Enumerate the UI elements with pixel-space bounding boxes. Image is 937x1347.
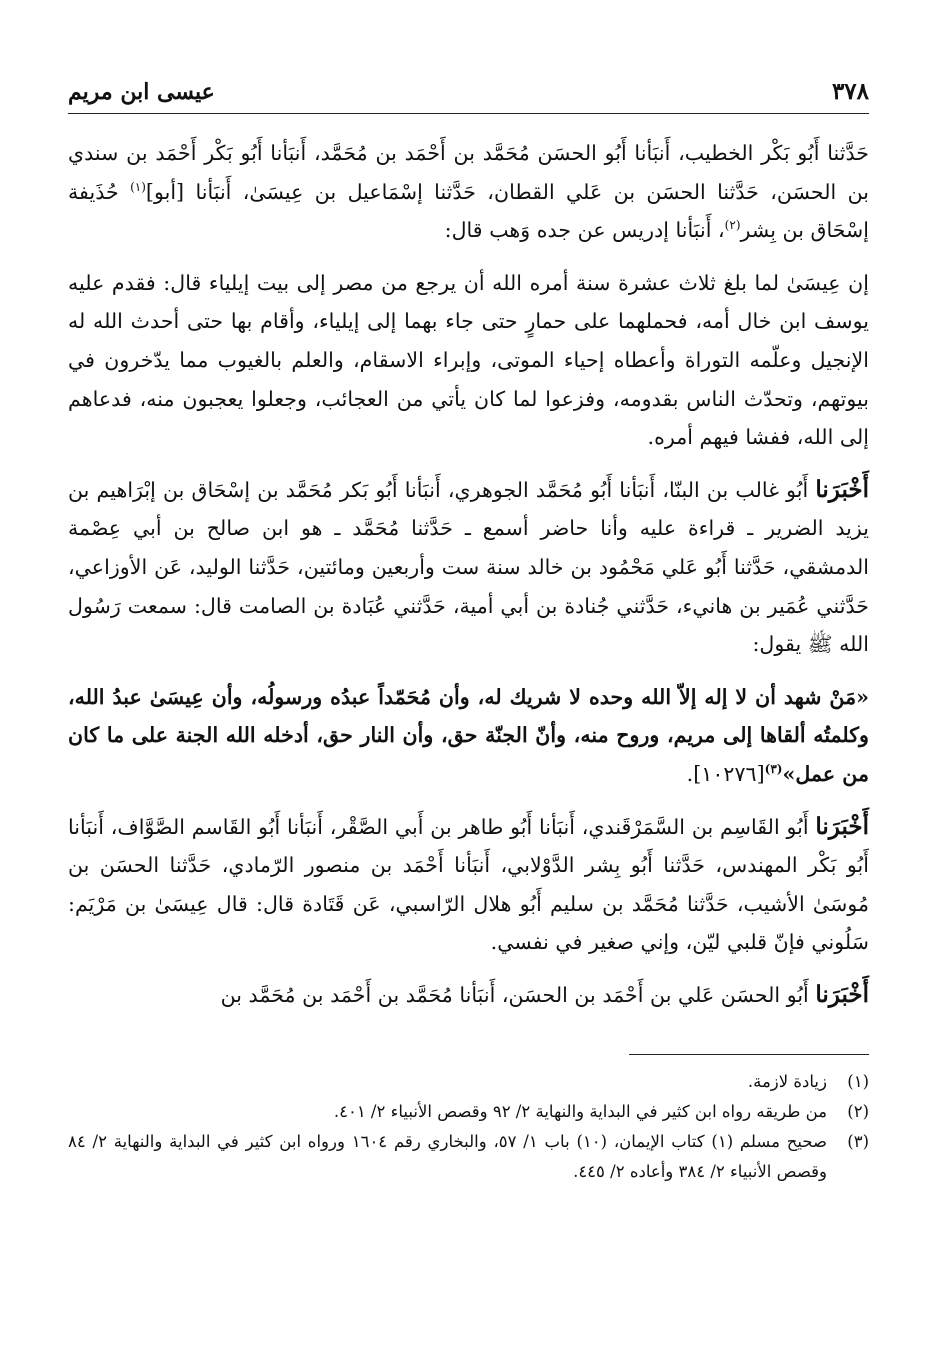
paragraph-text: أَبُو الحسَن عَلي بن أَحْمَد بن الحسَن، أَنبَأنا مُحَمَّد بن أَحْمَد بن مُحَمَّد بن <box>220 982 816 1007</box>
page-number: ٣٧٨ <box>831 78 869 105</box>
footnote-number: (١) <box>847 1072 869 1092</box>
isnad-paragraph-3 <box>68 808 869 962</box>
isnad-paragraph-1 <box>68 134 869 250</box>
footnote-ref-2[interactable]: (٢) <box>724 218 741 233</box>
paragraph-text: ، أَنبَأنا إدريس عن جده وَهب قال: <box>444 218 725 243</box>
paragraph-text: إن عِيسَىٰ لما بلغ ثلاث عشرة سنة أمره الله أن يرجع من مصر إلى بيت إيلياء قال: فقدم عليه يوسف ابن خال أمه، فحملهما على حمارٍ حتى جاء بهما إلى إيلياء، وأقام بها حتى أحدث الله له الإنجيل وعلّمه التوراة وأعطاه إحياء الموتى، وإبراء الاسقام، والعلم بالغيوب مما يدّخرون في بيوتهم، وتحدّث الناس بقدومه، وفزعوا لما كان يأتي من العجائب، وجعلوا يعجبون منه، فدعاهم إلى الله، ففشا فيهم أمره. <box>68 270 869 450</box>
paragraph-text: «مَنْ شهد أن لا إله إلاّ الله وحده لا شريك له، وأن مُحَمّداً عبدُه ورسولُه، وأن عِيسَىٰ عبدُ الله، وكلمتُه ألقاها إلى مريم، وروح منه، وأنّ الجنّة حق، وأن النار حق، أدخله الله الجنة على ما كان من عمل» <box>68 684 869 786</box>
paragraph-text: أَبُو غالب بن البنّا، أَنبَأنا أَبُو مُحَمَّد الجوهري، أَنبَأنا أَبُو بَكر مُحَمَّد بن إسْحَاق بن إبْرَاهيم بن يزيد الضرير ـ قراءة عليه وأنا حاضر أسمع ـ حَدَّثنا مُحَمَّد ـ هو ابن صالح بن أبي عِصْمة الدمشقي، حَدَّثنا أَبُو عَلي مَحْمُود بن خالد سنة ست وأربعين ومائتين، حَدَّثنا الوليد، عَن الأوزاعي، حَدَّثني عُمَير بن هانيء، حَدَّثني جُنادة بن أبي أمية، حَدَّثني عُبَادة بن الصامت قال: سمعت رَسُول الله ﷺ يقول: <box>68 477 869 657</box>
isnad-paragraph-4 <box>68 976 869 1015</box>
hadith-text <box>68 678 869 794</box>
footnote-item <box>68 1097 869 1127</box>
page-body <box>68 134 869 1014</box>
narrative-paragraph <box>68 264 869 457</box>
akhbarana-lead: أَخْبَرَنا <box>815 812 869 840</box>
paragraph-text: أَبُو القَاسِم بن السَّمَرْقَندي، أَنبَأنا أَبُو طاهر بن أَبي الصَّقْر، أَنبَأنا أَبُو القَاسم الصَّوَّاف، أَنبَأنا أَبُو بَكْر المهندس، حَدَّثنا أَبُو بِشر الدَّوْلابي، أَنبَأنا أَحْمَد بن منصور الرّمادي، حَدَّثنا الحسَن بن مُوسَىٰ الأشيب، حَدَّثنا مُحَمَّد بن سليم أَبُو هلال الرّاسبي، عَن قَتَادة قال: قال عِيسَىٰ بن مَرْيَم: سَلُوني فإنّ قلبي ليّن، وإني صغير في نفسي. <box>68 814 869 955</box>
isnad-paragraph-2 <box>68 471 869 664</box>
footnote-text: زيادة لازمة. <box>747 1072 827 1092</box>
footnote-item <box>68 1127 869 1187</box>
footnote-item <box>68 1067 869 1097</box>
footnote-text: صحيح مسلم (١) كتاب الإيمان، (١٠) باب ١/ ٥٧، والبخاري رقم ١٦٠٤ ورواه ابن كثير في البداية والنهاية ٢/ ٨٤ وقصص الأنبياء ٢/ ٣٨٤ وأعاده ٢/ ٤٤٥. <box>68 1132 827 1182</box>
footnote-number: (٢) <box>847 1102 869 1122</box>
footnote-ref-1[interactable]: (١) <box>130 179 146 194</box>
paragraph-text: حَدَّثنا أَبُو بَكْر الخطيب، أَنبَأنا أَبُو الحسَن مُحَمَّد بن أَحْمَد بن مُحَمَّد، أَنبَأنا أَبُو بَكْر أَحْمَد بن سندي بن الحسَن، حَدَّثنا الحسَن بن عَلي القطان، حَدَّثنا إسْمَاعيل بن عِيسَىٰ، أَنبَأنا [أبو] <box>68 141 869 204</box>
paragraph-text: حُذَيفة إسْحَاق بن بِشر <box>68 179 869 243</box>
footnote-text: من طريقه رواه ابن كثير في البداية والنهاية ٢/ ٩٢ وقصص الأنبياء ٢/ ٤٠١. <box>333 1102 827 1122</box>
running-header <box>68 78 869 114</box>
akhbarana-lead: أَخْبَرَنا <box>815 475 869 503</box>
footnotes <box>68 1067 869 1187</box>
footnote-ref-3[interactable]: (٣) <box>764 762 783 777</box>
hadith-number: [١٠٢٧٦]. <box>686 761 765 786</box>
footnote-divider <box>629 1054 869 1055</box>
akhbarana-lead: أَخْبَرَنا <box>815 980 869 1008</box>
running-title: عيسى ابن مريم <box>68 79 215 105</box>
footnote-number: (٣) <box>847 1132 869 1152</box>
